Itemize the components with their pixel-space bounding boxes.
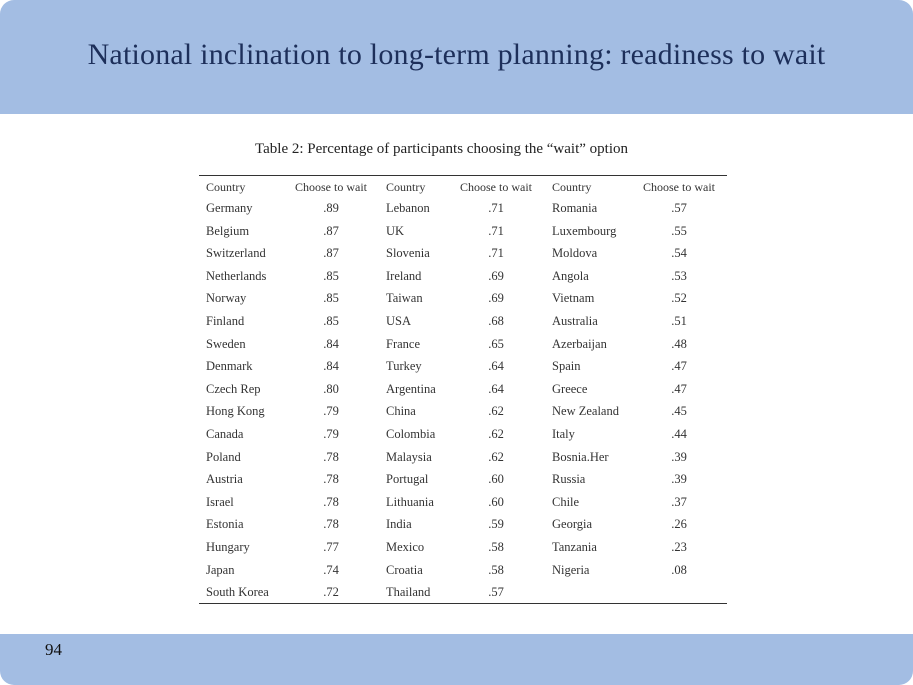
cell-country-3: Angola [552, 268, 589, 283]
cell-wait-2: .69 [488, 268, 504, 283]
cell-country-2: Mexico [386, 539, 425, 554]
cell-wait-3: .26 [671, 517, 687, 532]
cell-country-1: Denmark [206, 359, 253, 374]
cell-country-3: Azerbaijan [552, 336, 607, 351]
cell-country-3: Australia [552, 313, 598, 328]
cell-wait-1: .78 [323, 494, 339, 509]
cell-wait-3: .54 [671, 246, 687, 261]
cell-wait-2: .71 [488, 201, 504, 215]
header-country-2: Country [386, 180, 426, 194]
cell-wait-1: .78 [323, 472, 339, 487]
slide-title: National inclination to long-term planning: readiness to wait [87, 38, 826, 71]
cell-country-2: China [386, 404, 416, 419]
cell-country-3: Tanzania [552, 539, 597, 554]
cell-wait-1: .87 [323, 246, 339, 261]
header-country-1: Country [206, 180, 246, 194]
cell-country-2: UK [386, 223, 405, 238]
cell-wait-1: .84 [323, 336, 339, 351]
cell-country-3: Bosnia.Her [552, 449, 609, 464]
cell-country-3: Russia [552, 472, 586, 487]
header-wait-1: Choose to wait [295, 180, 367, 194]
cell-wait-2: .64 [488, 381, 504, 396]
cell-wait-1: .85 [323, 291, 339, 306]
cell-country-2: Ireland [386, 268, 422, 283]
cell-country-3: New Zealand [552, 404, 619, 419]
header-country-3: Country [552, 180, 592, 194]
cell-wait-1: .85 [323, 313, 339, 328]
cell-country-1: Israel [206, 494, 234, 509]
cell-country-3: Greece [552, 381, 588, 396]
cell-wait-3: .53 [671, 268, 687, 283]
cell-country-2: Lebanon [386, 201, 430, 215]
cell-country-2: USA [386, 313, 412, 328]
cell-wait-2: .64 [488, 359, 504, 374]
cell-country-1: Netherlands [206, 268, 267, 283]
cell-country-2: Lithuania [386, 494, 434, 509]
table-top-rule [199, 175, 727, 176]
cell-wait-2: .69 [488, 291, 504, 306]
cell-wait-1: .87 [323, 223, 339, 238]
cell-wait-3: .37 [671, 494, 687, 509]
cell-country-1: Germany [206, 201, 253, 215]
cell-country-2: Thailand [386, 585, 431, 600]
cell-wait-1: .72 [323, 585, 339, 600]
cell-wait-2: .62 [488, 404, 504, 419]
cell-wait-2: .71 [488, 246, 504, 261]
cell-wait-3: .08 [671, 562, 687, 577]
cell-country-1: Hungary [206, 539, 250, 554]
cell-country-1: South Korea [206, 585, 269, 600]
cell-country-1: Switzerland [206, 246, 266, 261]
cell-wait-3: .47 [671, 381, 687, 396]
cell-country-2: Taiwan [386, 291, 423, 306]
cell-country-3: Luxembourg [552, 223, 617, 238]
cell-wait-3: .44 [671, 426, 687, 441]
table-caption: Table 2: Percentage of participants choosing the “wait” option [255, 141, 628, 157]
cell-wait-1: .80 [323, 381, 339, 396]
cell-wait-2: .71 [488, 223, 504, 238]
cell-wait-2: .59 [488, 517, 504, 532]
cell-wait-3: .23 [671, 539, 687, 554]
cell-wait-1: .77 [323, 539, 339, 554]
cell-country-2: Colombia [386, 426, 436, 441]
cell-country-3: Georgia [552, 517, 593, 532]
cell-wait-1: .85 [323, 268, 339, 283]
header-wait-3: Choose to wait [643, 180, 715, 194]
cell-country-3: Moldova [552, 246, 598, 261]
cell-wait-3: .51 [671, 313, 687, 328]
cell-wait-2: .62 [488, 449, 504, 464]
cell-wait-1: .74 [323, 562, 339, 577]
cell-country-3: Italy [552, 426, 575, 441]
cell-wait-1: .78 [323, 517, 339, 532]
cell-country-2: Argentina [386, 381, 436, 396]
cell-country-2: Portugal [386, 472, 429, 487]
cell-wait-3: .48 [671, 336, 687, 351]
cell-wait-2: .62 [488, 426, 504, 441]
cell-wait-1: .84 [323, 359, 339, 374]
cell-country-3: Romania [552, 201, 598, 215]
cell-country-2: France [386, 336, 421, 351]
page-number: 94 [45, 640, 62, 659]
cell-country-1: Estonia [206, 517, 244, 532]
cell-country-1: Belgium [206, 223, 250, 238]
cell-wait-3: .52 [671, 291, 687, 306]
cell-wait-2: .57 [488, 585, 504, 600]
cell-country-1: Finland [206, 313, 245, 328]
slide-footer-band [0, 634, 913, 685]
cell-country-3: Spain [552, 359, 581, 374]
cell-wait-3: .47 [671, 359, 687, 374]
cell-wait-1: .78 [323, 449, 339, 464]
cell-country-3: Vietnam [552, 291, 595, 306]
cell-country-2: Croatia [386, 562, 423, 577]
table-bottom-rule [199, 603, 727, 604]
cell-country-1: Austria [206, 472, 243, 487]
cell-wait-2: .65 [488, 336, 504, 351]
cell-country-1: Hong Kong [206, 404, 265, 419]
cell-wait-2: .60 [488, 494, 504, 509]
cell-country-1: Poland [206, 449, 241, 464]
cell-wait-1: .79 [323, 404, 339, 419]
cell-country-2: India [386, 517, 412, 532]
cell-country-2: Turkey [386, 359, 422, 374]
cell-wait-3: .45 [671, 404, 687, 419]
cell-wait-2: .58 [488, 562, 504, 577]
cell-wait-3: .39 [671, 449, 687, 464]
cell-wait-1: .89 [323, 201, 339, 215]
cell-country-1: Canada [206, 426, 244, 441]
cell-country-1: Sweden [206, 336, 246, 351]
cell-wait-1: .79 [323, 426, 339, 441]
cell-wait-3: .39 [671, 472, 687, 487]
cell-country-3: Chile [552, 494, 580, 509]
cell-country-2: Slovenia [386, 246, 430, 261]
cell-country-1: Norway [206, 291, 247, 306]
cell-wait-2: .68 [488, 313, 504, 328]
cell-wait-3: .55 [671, 223, 687, 238]
cell-country-1: Japan [206, 562, 235, 577]
cell-wait-3: .57 [671, 201, 687, 215]
header-wait-2: Choose to wait [460, 180, 532, 194]
cell-wait-2: .60 [488, 472, 504, 487]
cell-wait-2: .58 [488, 539, 504, 554]
cell-country-1: Czech Rep [206, 381, 261, 396]
cell-country-2: Malaysia [386, 449, 432, 464]
cell-country-3: Nigeria [552, 562, 590, 577]
